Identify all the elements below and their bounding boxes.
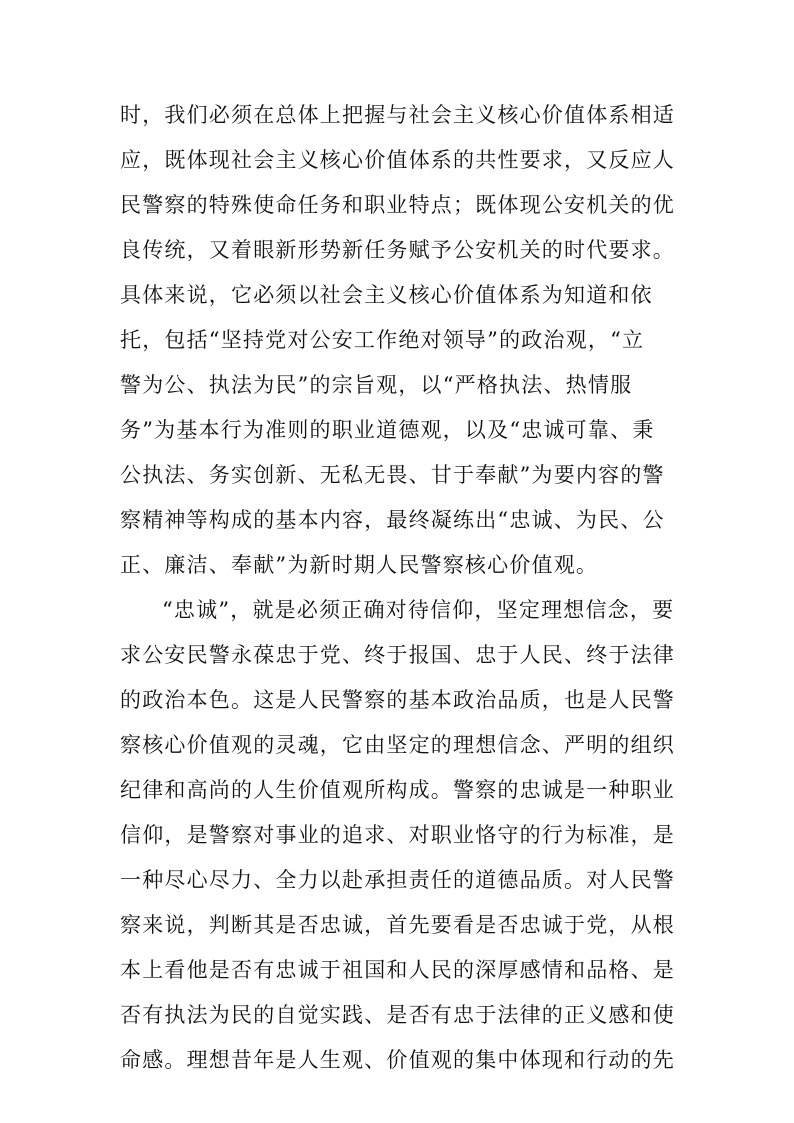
text-line: 纪律和高尚的人生价值观所构成。警察的忠诚是一种职业 bbox=[120, 778, 675, 802]
text-line: 务”为基本行为准则的职业道德观，以及“忠诚可靠、秉 bbox=[120, 418, 655, 442]
text-line: 本上看他是否有忠诚于祖国和人民的深厚感情和品格、是 bbox=[120, 958, 675, 982]
text-line: 托，包括“坚持党对公安工作绝对领导”的政治观，“立 bbox=[120, 328, 645, 352]
text-line: 公执法、务实创新、无私无畏、甘于奉献”为要内容的警 bbox=[120, 463, 665, 487]
text-line: 正、廉洁、奉献”为新时期人民警察核心价值观。 bbox=[120, 553, 599, 577]
text-line: 察精神等构成的基本内容，最终凝练出“忠诚、为民、公 bbox=[120, 508, 665, 532]
text-line: 警为公、执法为民”的宗旨观，以“严格执法、热情服 bbox=[120, 373, 633, 397]
text-line: 民警察的特殊使命任务和职业特点；既体现公安机关的优 bbox=[120, 193, 675, 217]
text-line: 否有执法为民的自觉实践、是否有忠于法律的正义感和使 bbox=[120, 1003, 675, 1027]
text-line: 具体来说，它必须以社会主义核心价值体系为知道和依 bbox=[120, 283, 653, 307]
text-line: 一种尽心尽力、全力以赴承担责任的道德品质。对人民警 bbox=[120, 868, 675, 892]
text-line: 时，我们必须在总体上把握与社会主义核心价值体系相适 bbox=[120, 103, 675, 127]
text-line: 察核心价值观的灵魂，它由坚定的理想信念、严明的组织 bbox=[120, 733, 675, 757]
text-line: 察来说，判断其是否忠诚，首先要看是否忠诚于党，从根 bbox=[120, 913, 675, 937]
text-line: 求公安民警永葆忠于党、终于报国、忠于人民、终于法律 bbox=[120, 643, 675, 667]
text-line: 良传统，又着眼新形势新任务赋予公安机关的时代要求。 bbox=[120, 238, 675, 262]
paragraph-first-line: “忠诚”，就是必须正确对待信仰，坚定理想信念，要 bbox=[162, 598, 675, 622]
text-line: 应，既体现社会主义核心价值体系的共性要求，又反应人 bbox=[120, 148, 675, 172]
text-line: 命感。理想昔年是人生观、价值观的集中体现和行动的先 bbox=[120, 1048, 675, 1072]
text-line: 信仰，是警察对事业的追求、对职业恪守的行为标准，是 bbox=[120, 823, 675, 847]
text-line: 的政治本色。这是人民警察的基本政治品质，也是人民警 bbox=[120, 688, 675, 712]
